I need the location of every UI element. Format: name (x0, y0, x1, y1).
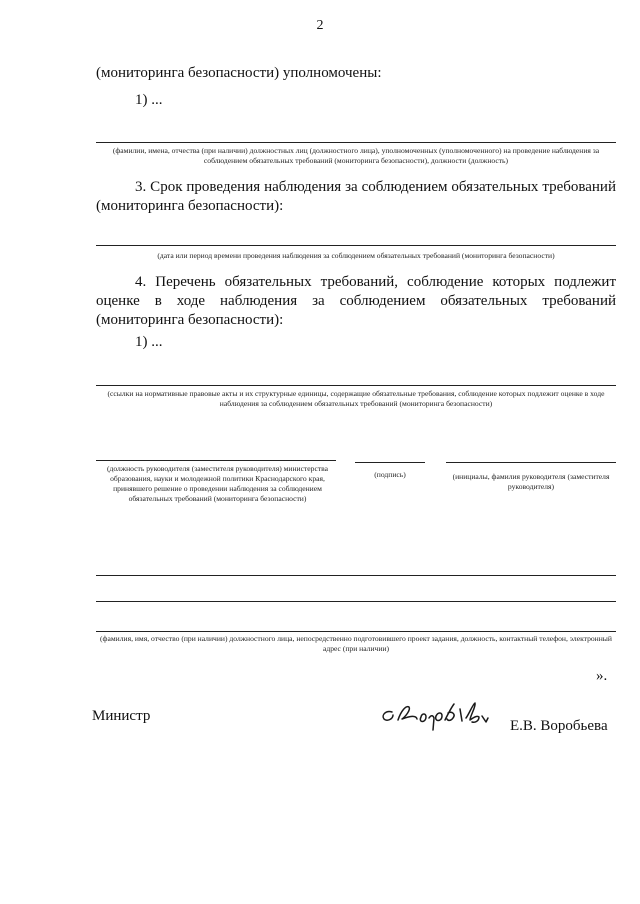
section-4: 4. Перечень обязательных требований, соблюдение которых подлежит оценке в ходе наблюдения за соблюдением обязательных требований (мониторинга безопасности): (96, 274, 616, 328)
closing-quote: ». (596, 668, 608, 684)
blank-line (355, 462, 425, 463)
blank-line (96, 385, 616, 386)
caption-legal-acts: (ссылки на нормативные правовые акты и их структурные единицы, содержащие обязательные требования, соблюдение которых подлежит оценке в ходе наблюдения за соблюдением обязательных требований (мониторинга безопасности) (107, 389, 605, 408)
handwritten-signature (378, 698, 504, 734)
caption-authorized-officials: (фамилии, имена, отчества (при наличии) должностных лиц (должностного лица), уполномоченных (уполномоченного) на проведение наблюдения за соблюдением обязательных требований (мониторинга безопасности), должности (должность) (112, 146, 600, 165)
blank-line (96, 601, 616, 602)
page-number: 2 (316, 18, 324, 33)
blank-line (96, 460, 336, 461)
caption-preparer: (фамилия, имя, отчество (при наличии) должностного лица, непосредственно подготовившего проект задания, должность, контактный телефон, электронный адрес (при наличии) (100, 634, 612, 653)
section-3: 3. Срок проведения наблюдения за соблюдением обязательных требований (мониторинга безопасности): (96, 179, 616, 214)
section-2-end: (мониторинга безопасности) уполномочены: (96, 65, 382, 81)
item-1-placeholder: 1) ... (135, 334, 163, 350)
blank-line (96, 575, 616, 576)
signatory-name: Е.В. Воробьева (510, 718, 608, 734)
caption-head-initials: (инициалы, фамилия руководителя (заместителя руководителя) (452, 472, 610, 491)
caption-head-position: (должность руководителя (заместителя руководителя) министерства образования, науки и молодежной политики Краснодарского края, принявшего решение о проведении наблюдения за соблюдением обязательных требований (мониторинга безопасности) (106, 464, 329, 503)
blank-line (96, 631, 616, 632)
blank-line (446, 462, 616, 463)
signatory-title: Министр (92, 708, 151, 724)
caption-date-period: (дата или период времени проведения наблюдения за соблюдением обязательных требований (мониторинга безопасности) (157, 251, 555, 260)
blank-line (96, 142, 616, 143)
caption-signature: (подпись) (374, 470, 406, 479)
item-1-placeholder: 1) ... (135, 92, 163, 108)
blank-line (96, 245, 616, 246)
